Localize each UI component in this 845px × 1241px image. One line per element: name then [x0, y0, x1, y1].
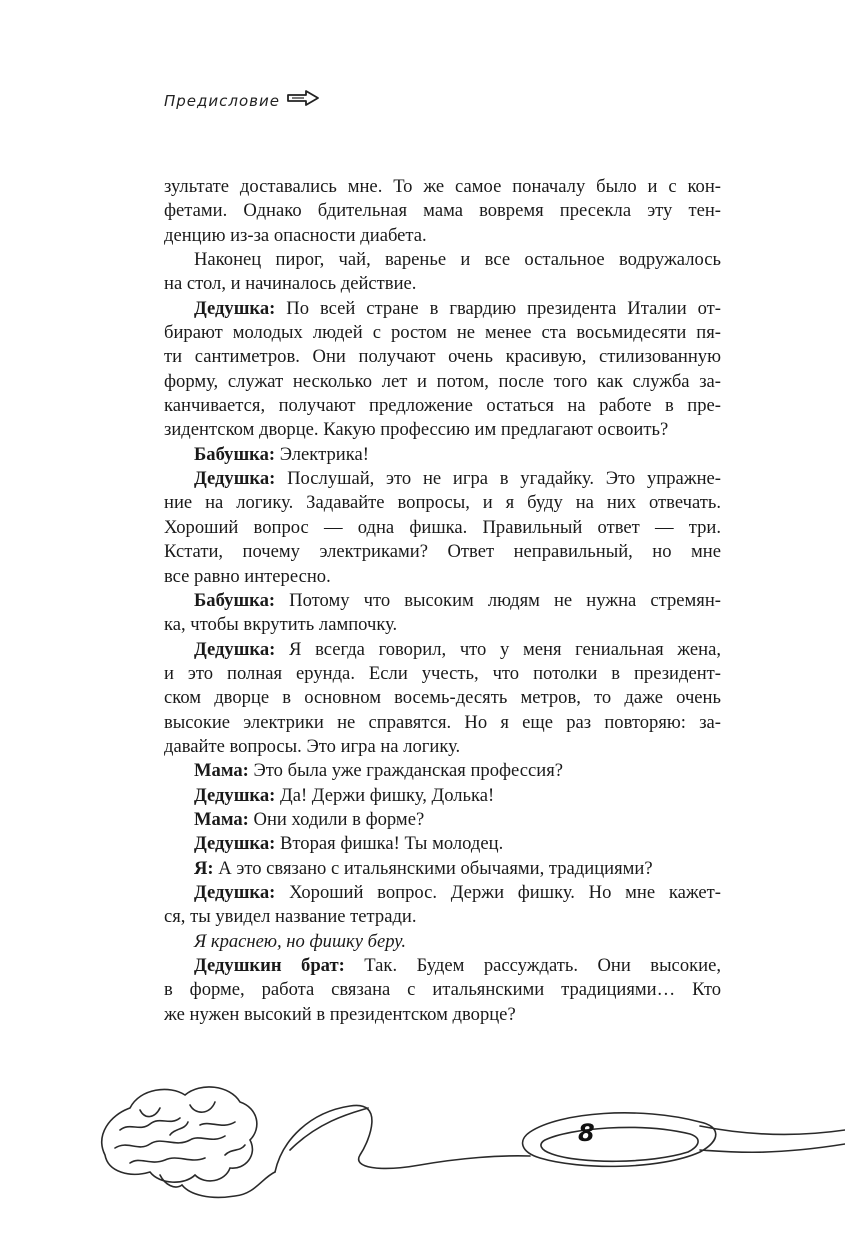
text-line — [164, 759, 721, 783]
speaker-label: Дедушка: — [194, 638, 276, 660]
line-text: зидентском дворце. Какую профессию им предлагают освоить? — [164, 419, 669, 441]
text-line — [164, 297, 721, 321]
header-title: Предисловие — [164, 91, 280, 110]
text-line — [164, 224, 721, 248]
text-line — [164, 175, 721, 199]
line-text: все равно интересно. — [164, 565, 331, 587]
text-line — [164, 418, 721, 442]
text-line — [164, 345, 721, 369]
page-number: 8 — [578, 1119, 595, 1147]
text-line — [164, 784, 721, 808]
line-text: Так. Будем рассуждать. Они высокие, — [344, 955, 721, 976]
text-line — [164, 565, 721, 589]
text-line — [164, 711, 721, 735]
text-line — [164, 881, 721, 905]
line-text: Кстати, почему электриками? Ответ неправильный, но мне — [164, 541, 721, 563]
body-text — [164, 175, 721, 1027]
line-text: Потому что высоким людям не нужна стремян- — [275, 589, 721, 611]
footer-decoration — [0, 1060, 845, 1220]
text-line — [164, 735, 721, 759]
line-text: Хороший вопрос. Держи фишку. Но мне кажет- — [275, 881, 721, 903]
text-line — [164, 613, 721, 637]
line-text: и это полная ерунда. Если учесть, что потолки в президент- — [164, 662, 721, 684]
line-text: Наконец пирог, чай, варенье и все остальное водружалось — [194, 249, 721, 271]
brain-illustration — [0, 1060, 845, 1220]
line-text: высокие электрики не справятся. Но я еще раз повторяю: за- — [164, 711, 721, 733]
line-text: на стол, и начиналось действие. — [164, 273, 417, 295]
line-text: Это была уже гражданская профессия? — [248, 760, 564, 782]
text-line — [164, 808, 721, 832]
line-text: Я краснею, но фишку беру. — [194, 930, 406, 952]
speaker-label: Мама: — [194, 808, 249, 830]
text-line — [164, 905, 721, 929]
speaker-label: Дедушка: — [194, 468, 276, 490]
line-text: ти сантиметров. Они получают очень красивую, стилизованную — [164, 346, 721, 368]
text-line — [164, 199, 721, 223]
line-text: в форме, работа связана с итальянскими традициями… Кто — [164, 979, 721, 1001]
text-line — [164, 370, 721, 394]
line-text: давайте вопросы. Это игра на логику. — [164, 735, 461, 757]
text-line — [164, 638, 721, 662]
arrow-right-icon — [286, 90, 320, 111]
running-header — [164, 90, 320, 111]
speaker-label: Я: — [194, 857, 214, 879]
line-text: бирают молодых людей с ростом не менее ста восьмидесяти пя- — [164, 322, 721, 344]
text-line — [164, 272, 721, 296]
line-text: Хороший вопрос — одна фишка. Правильный ответ — три. — [164, 516, 721, 538]
text-line — [164, 394, 721, 418]
line-text: Я всегда говорил, что у меня гениальная жена, — [275, 638, 721, 660]
line-text: ние на логику. Задавайте вопросы, и я буду на них отвечать. — [164, 492, 721, 514]
text-line — [164, 443, 721, 467]
speaker-label: Бабушка: — [194, 589, 276, 611]
text-line — [164, 857, 721, 881]
line-text: фетами. Однако бдительная мама вовремя пресекла эту тен- — [164, 200, 721, 222]
line-text: ском дворце в основном восемь-десять метров, то даже очень — [164, 687, 721, 709]
line-text: форму, служат несколько лет и потом, после того как служба за- — [164, 370, 721, 392]
text-line — [164, 321, 721, 345]
text-line — [164, 540, 721, 564]
speaker-label: Бабушка: — [194, 443, 276, 465]
text-line — [164, 832, 721, 856]
line-text: зультате доставались мне. То же самое поначалу было и с кон- — [164, 176, 721, 197]
line-text: же нужен высокий в президентском дворце? — [164, 1003, 516, 1025]
speaker-label: Дедушка: — [194, 297, 276, 319]
line-text: А это связано с итальянскими обычаями, традициями? — [213, 857, 653, 879]
line-text: ка, чтобы вкрутить лампочку. — [164, 614, 398, 636]
speaker-label: Мама: — [194, 760, 249, 782]
text-line — [164, 516, 721, 540]
text-line — [164, 954, 721, 978]
line-text: денцию из-за опасности диабета. — [164, 224, 427, 246]
line-text: Электрика! — [275, 443, 369, 465]
speaker-label: Дедушка: — [194, 833, 276, 855]
text-line — [164, 686, 721, 710]
speaker-label: Дедушкин брат: — [194, 955, 345, 976]
speaker-label: Дедушка: — [194, 784, 276, 806]
speaker-label: Дедушка: — [194, 881, 276, 903]
text-line — [164, 930, 721, 954]
text-line — [164, 467, 721, 491]
line-text: Вторая фишка! Ты молодец. — [275, 833, 504, 855]
line-text: Да! Держи фишку, Долька! — [275, 784, 495, 806]
line-text: ся, ты увидел название тетради. — [164, 906, 417, 928]
text-line — [164, 248, 721, 272]
text-line — [164, 491, 721, 515]
text-line — [164, 589, 721, 613]
line-text: канчивается, получают предложение остаться на работе в пре- — [164, 395, 721, 417]
text-line — [164, 978, 721, 1002]
line-text: Они ходили в форме? — [248, 808, 425, 830]
line-text: Послушай, это не игра в угадайку. Это упражне- — [275, 468, 721, 490]
text-line — [164, 662, 721, 686]
text-line — [164, 1003, 721, 1027]
line-text: По всей стране в гвардию президента Италии от- — [275, 297, 721, 319]
